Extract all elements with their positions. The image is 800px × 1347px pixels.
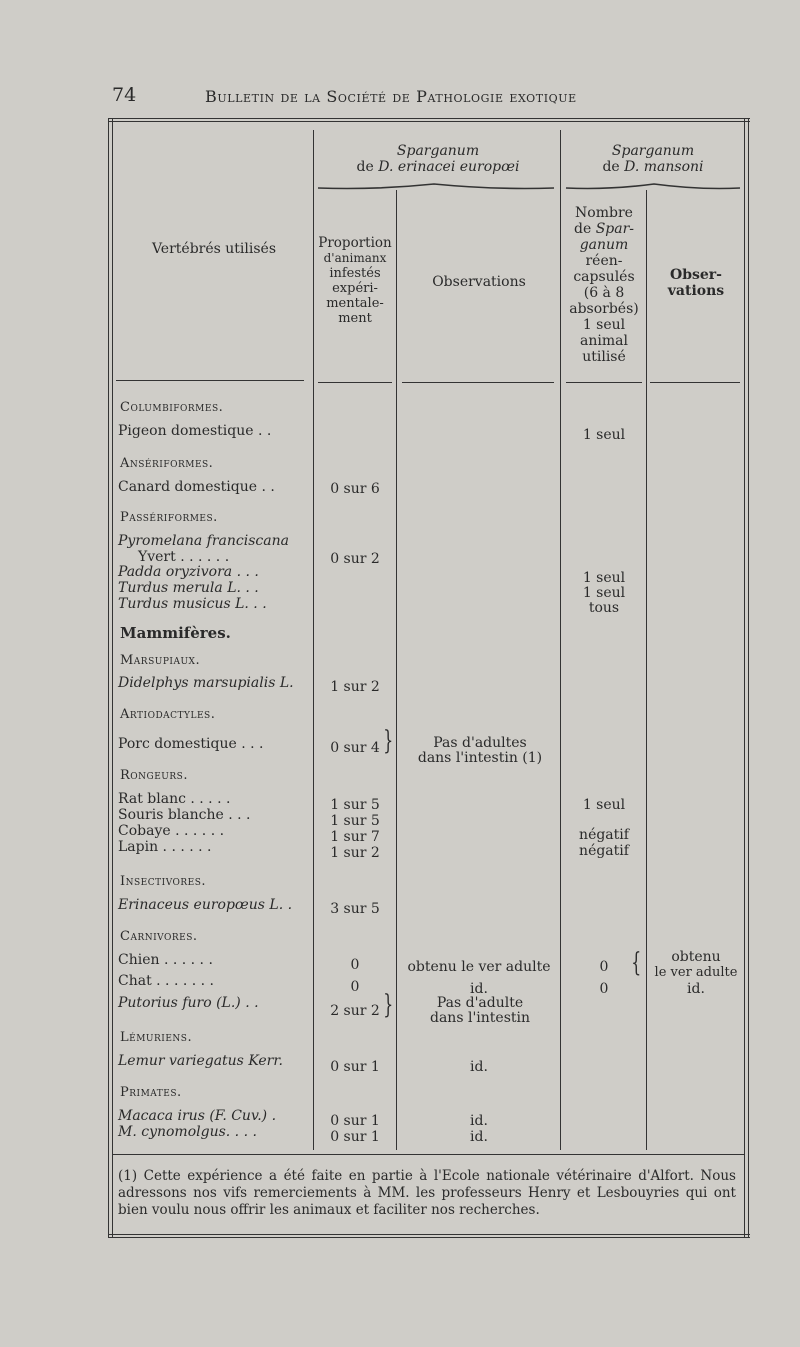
- observation-text: id.: [470, 1113, 488, 1129]
- observation-text: Pas d'adulte: [436, 995, 524, 1011]
- proportion-value: 0 sur 6: [330, 481, 380, 497]
- brace-icon: {: [631, 948, 642, 978]
- group-label: Artiodactyles.: [120, 707, 216, 722]
- proportion-value: 0 sur 4: [330, 740, 380, 756]
- group-label: Insectivores.: [120, 874, 207, 889]
- group1-subtitle: de D. erinacei europœi: [356, 159, 520, 175]
- proportion-value: 3 sur 5: [330, 901, 380, 917]
- page-number: 74: [112, 84, 137, 106]
- number-value: 1 seul: [582, 797, 626, 813]
- table-left-edge-2: [112, 118, 113, 1238]
- animal-name: Lemur variegatus Kerr.: [118, 1053, 283, 1069]
- table-right-edge: [744, 118, 745, 1238]
- table-top-rule: [108, 118, 750, 119]
- animal-name: Canard domestique . .: [118, 479, 275, 495]
- number-value: 0: [599, 959, 609, 975]
- col-head-number-2: de Spar-: [573, 221, 635, 237]
- animal-name: Turdus merula L. . .: [118, 580, 259, 596]
- animal-name: Yvert . . . . . .: [138, 549, 230, 565]
- number-value: négatif: [579, 827, 629, 843]
- animal-name: Padda oryzivora . . .: [118, 564, 259, 580]
- number-value: 0: [599, 981, 609, 997]
- col-head-number-1: Nombre: [575, 205, 633, 221]
- group2-title: Sparganum: [611, 143, 695, 159]
- proportion-value: 0 sur 1: [330, 1059, 380, 1075]
- proportion-value: 1 sur 2: [330, 679, 380, 695]
- number-value: 1 seul: [582, 585, 626, 601]
- proportion-value: 0 sur 1: [330, 1113, 380, 1129]
- animal-name: Rat blanc . . . . .: [118, 791, 231, 807]
- footnote-rule: [112, 1154, 744, 1155]
- table-bottom-rule-2: [108, 1237, 750, 1238]
- brace-icon: }: [383, 726, 394, 756]
- group-label: Columbiformes.: [120, 400, 224, 415]
- col-rule-4: [646, 190, 647, 1150]
- table-bottom-rule: [108, 1234, 750, 1235]
- proportion-value: 1 sur 5: [330, 797, 380, 813]
- observation-text: dans l'intestin (1): [417, 750, 543, 766]
- col-head-proportion-4: expéri-: [332, 281, 378, 296]
- group-label: Ansériformes.: [120, 456, 214, 471]
- col-head-obs2-2: vations: [667, 283, 725, 299]
- col-head-observations: Observations: [432, 274, 526, 290]
- col-head-number-5: capsulés: [573, 269, 635, 285]
- proportion-value: 0 sur 1: [330, 1129, 380, 1145]
- brace-icon: }: [383, 990, 394, 1020]
- table-right-edge-2: [748, 118, 749, 1238]
- data-table: [108, 118, 750, 1238]
- proportion-value: 0 sur 2: [330, 551, 380, 567]
- group2-subtitle: de D. mansoni: [602, 159, 704, 175]
- group-label: Marsupiaux.: [120, 653, 201, 668]
- observation-text: id.: [470, 1059, 488, 1075]
- number-value: tous: [588, 600, 620, 616]
- header-rule-d: [566, 382, 642, 383]
- observation-text: id.: [470, 1129, 488, 1145]
- col-head-proportion-5: mentale-: [326, 296, 384, 311]
- group-label: Carnivores.: [120, 929, 198, 944]
- col-rule-3: [560, 130, 561, 1150]
- number-value: 1 seul: [582, 427, 626, 443]
- col-head-proportion-2: d'animanx: [323, 251, 387, 265]
- animal-name: Pyromelana franciscana: [118, 533, 289, 549]
- running-head: Bulletin de la Société de Pathologie exotique: [205, 87, 577, 106]
- col-head-animals: Vertébrés utilisés: [151, 241, 277, 257]
- table-top-rule-2: [108, 121, 750, 122]
- animal-name: Turdus musicus L. . .: [118, 596, 267, 612]
- group-label: Lémuriens.: [120, 1030, 193, 1045]
- animal-name: Erinaceus europœus L. .: [118, 897, 293, 913]
- col-head-number-10: utilisé: [582, 349, 626, 365]
- observation-text: id.: [470, 981, 488, 997]
- animal-name: Pigeon domestique . .: [118, 423, 272, 439]
- animal-name: Chien . . . . . .: [118, 952, 213, 968]
- col-head-proportion-1: Proportion: [318, 235, 392, 251]
- observation2-text: obtenu: [671, 949, 721, 965]
- col-head-number-9: animal: [580, 333, 628, 349]
- col-head-number-3: ganum: [579, 237, 629, 253]
- group-label: Rongeurs.: [120, 768, 188, 783]
- proportion-value: 1 sur 5: [330, 813, 380, 829]
- col-head-proportion-3: infestés: [329, 266, 381, 281]
- header-rule-a: [116, 380, 304, 381]
- col-head-obs2-1: Obser-: [670, 267, 722, 283]
- proportion-value: 1 sur 2: [330, 845, 380, 861]
- group-label: Passériformes.: [120, 510, 218, 525]
- observation-text: dans l'intestin: [430, 1010, 530, 1026]
- group1-brace: [316, 180, 556, 194]
- proportion-value: 1 sur 7: [330, 829, 380, 845]
- col-head-number-6: (6 à 8: [583, 285, 625, 301]
- animal-name: Porc domestique . . .: [118, 736, 264, 752]
- proportion-value: 0: [350, 979, 360, 995]
- header-rule-e: [650, 382, 740, 383]
- col-head-number-7: absorbés): [569, 301, 639, 317]
- observation2-text: id.: [687, 981, 705, 997]
- group-label: Mammifères.: [120, 624, 231, 642]
- col-head-number-8: 1 seul: [582, 317, 626, 333]
- col-rule-2: [396, 190, 397, 1150]
- number-value: négatif: [579, 843, 629, 859]
- footnote: (1) Cette expérience a été faite en partie à l'Ecole nationale vétérinaire d'Alfort. Nous adressons nos vifs remerciements à MM. les professeurs Henry et Lesbouyries qui ont bien voulu nous offrir les animaux et faciliter nos recherches.: [118, 1168, 736, 1218]
- proportion-value: 0: [350, 957, 360, 973]
- observation-text: Pas d'adultes: [433, 735, 527, 751]
- observation2-text: le ver adulte: [654, 965, 738, 980]
- animal-name: Lapin . . . . . .: [118, 839, 212, 855]
- animal-name: Didelphys marsupialis L.: [118, 675, 294, 691]
- observation-text: obtenu le ver adulte: [407, 959, 551, 975]
- animal-name: M. cynomolgus. . . .: [118, 1124, 257, 1140]
- animal-name: Chat . . . . . . .: [118, 973, 215, 989]
- group1-title: Sparganum: [396, 143, 480, 159]
- col-head-number-4: réen-: [585, 253, 623, 269]
- animal-name: Cobaye . . . . . .: [118, 823, 225, 839]
- animal-name: Macaca irus (F. Cuv.) .: [118, 1108, 277, 1124]
- proportion-value: 2 sur 2: [330, 1003, 380, 1019]
- group-label: Primates.: [120, 1085, 182, 1100]
- col-head-proportion-6: ment: [338, 311, 372, 326]
- animal-name: Souris blanche . . .: [118, 807, 251, 823]
- number-value: 1 seul: [582, 570, 626, 586]
- animal-name: Putorius furo (L.) . .: [118, 995, 259, 1011]
- table-left-edge: [108, 118, 109, 1238]
- header-rule-b: [318, 382, 392, 383]
- group2-brace: [564, 180, 742, 194]
- header-rule-c: [402, 382, 554, 383]
